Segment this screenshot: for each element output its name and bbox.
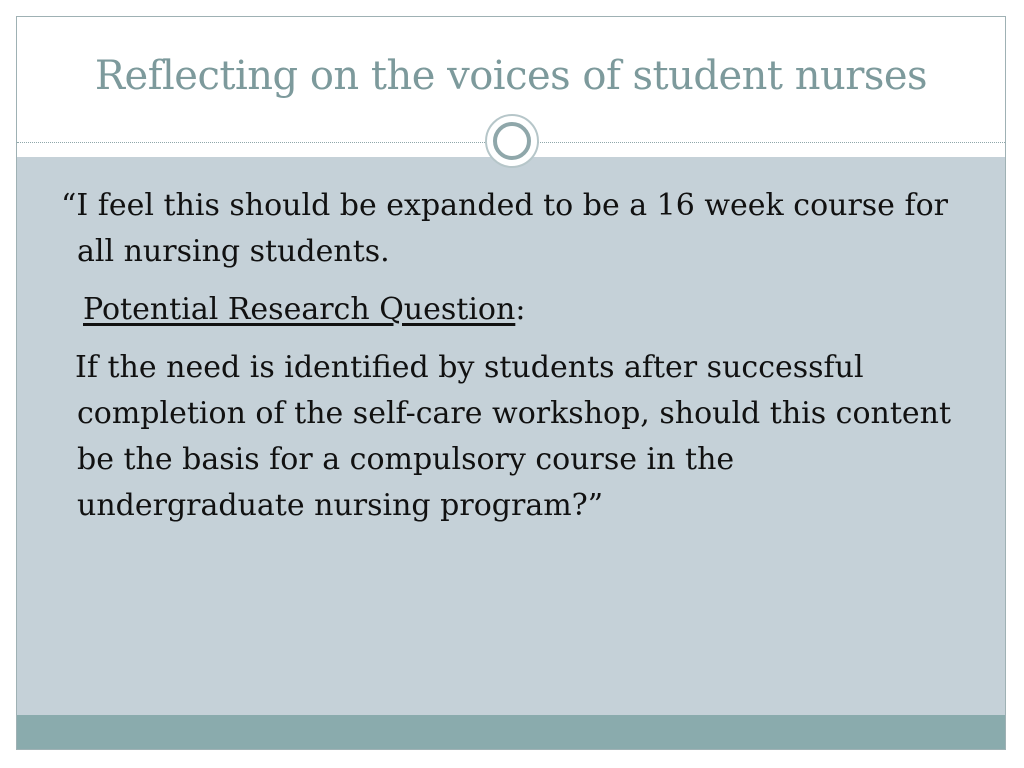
research-question-colon: : [515,292,526,327]
footer-bar [17,715,1005,749]
research-question-text: If the need is identified by students after successful completion of the self-care workshop, should this content be the basis for a compulsory course in the undergraduate nursing program?” [75,350,952,523]
circle-ring-ornament-icon [485,114,539,168]
research-question-heading [61,287,961,333]
slide-body [61,183,961,529]
slide [16,16,1006,750]
student-quote: “I feel this should be expanded to be a 16 week course for all nursing students. [61,188,958,269]
slide-title: Reflecting on the voices of student nurses [94,53,928,99]
research-question-label: Potential Research Question [83,292,516,327]
ornament-inner-ring [493,122,531,160]
